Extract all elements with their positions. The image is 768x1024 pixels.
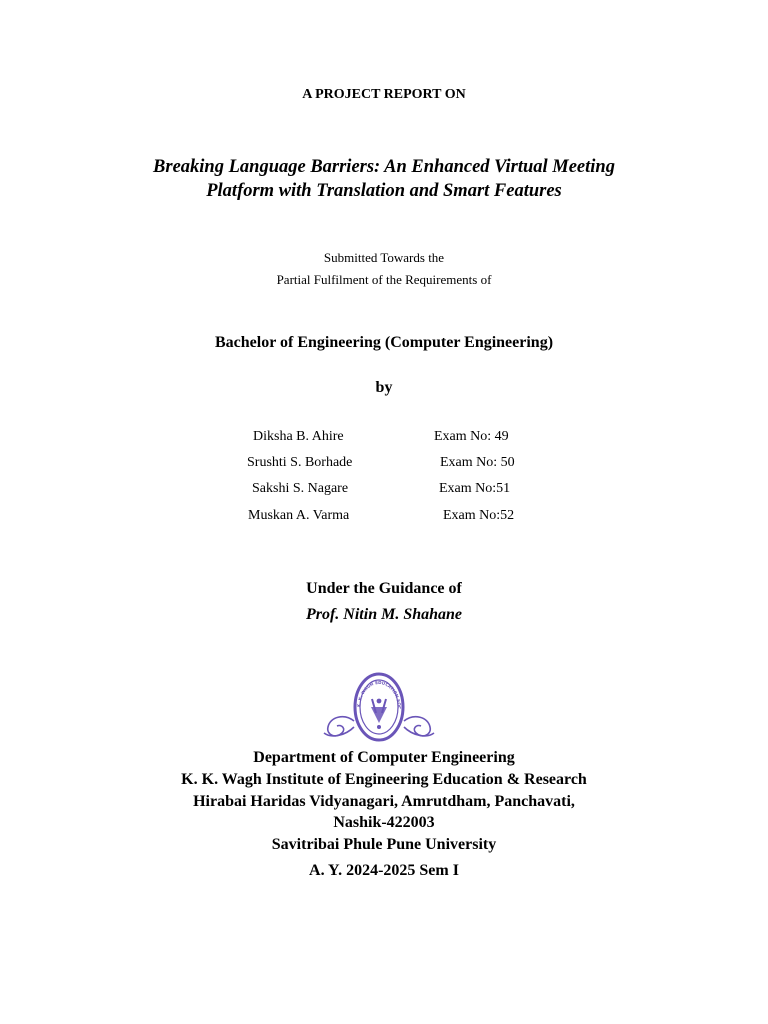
institute-name: K. K. Wagh Institute of Engineering Education & Research	[181, 771, 587, 788]
report-title-line-1: Breaking Language Barriers: An Enhanced Virtual Meeting	[153, 157, 615, 177]
student-exam-no: Exam No:51	[439, 481, 511, 496]
report-heading: A PROJECT REPORT ON	[302, 87, 466, 102]
student-name: Muskan A. Varma	[248, 508, 350, 523]
institute-address-line-2: Nashik-422003	[333, 814, 435, 831]
student-name: Sakshi S. Nagare	[252, 481, 349, 496]
department-name: Department of Computer Engineering	[253, 749, 515, 766]
academic-year: A. Y. 2024-2025 Sem I	[309, 862, 459, 879]
institute-address-line-1: Hirabai Haridas Vidyanagari, Amrutdham, Panchavati,	[193, 793, 575, 810]
guide-name: Prof. Nitin M. Shahane	[305, 606, 463, 623]
guidance-label: Under the Guidance of	[306, 580, 462, 597]
submitted-towards-line: Submitted Towards the	[323, 250, 445, 265]
degree-title: Bachelor of Engineering (Computer Engineering)	[214, 334, 554, 351]
student-exam-no: Exam No: 50	[440, 455, 515, 470]
student-exam-no: Exam No:52	[443, 508, 515, 523]
university-name: Savitribai Phule Pune University	[271, 836, 497, 853]
emblem-text: K. K. WAGH EDUCATION SOC	[356, 679, 403, 710]
student-name: Srushti S. Borhade	[247, 455, 353, 470]
student-exam-no: Exam No: 49	[434, 429, 509, 444]
partial-fulfilment-line: Partial Fulfilment of the Requirements of	[276, 272, 492, 287]
report-title-line-2: Platform with Translation and Smart Features	[206, 181, 562, 201]
by-label: by	[375, 379, 393, 396]
kk-wagh-emblem-icon	[316, 669, 442, 745]
student-name: Diksha B. Ahire	[253, 429, 344, 444]
